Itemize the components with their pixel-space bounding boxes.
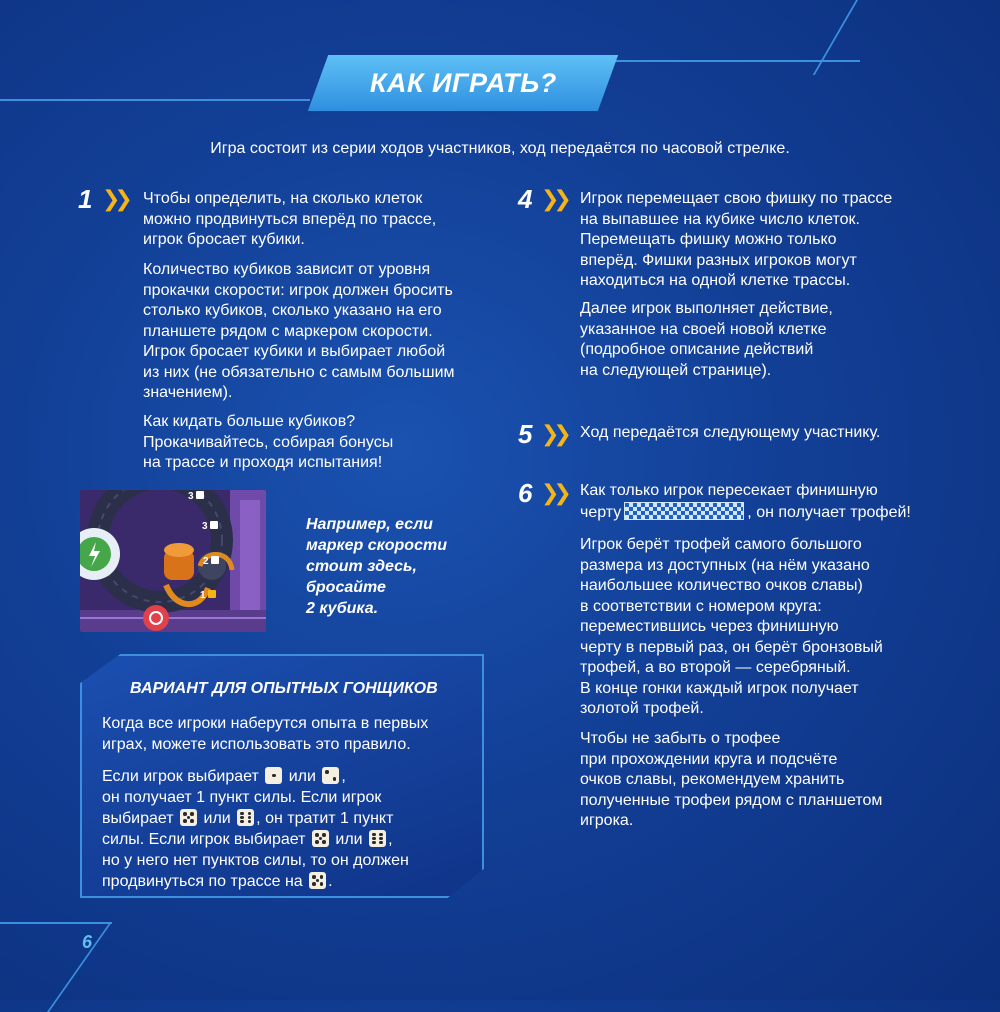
- die-two-icon: [322, 767, 339, 784]
- track-label-2: 2: [203, 556, 209, 567]
- variant-title: ВАРИАНТ ДЛЯ ОПЫТНЫХ ГОНЩИКОВ: [130, 680, 438, 697]
- die-six-icon: [237, 809, 254, 826]
- die-five-icon: [312, 830, 329, 847]
- footer-line: [0, 922, 112, 924]
- variant-paragraph-1: Когда все игроки наберутся опыта в первых играх, можете использовать это правило.: [102, 715, 429, 753]
- step-6-number: 6: [518, 478, 533, 508]
- page-title: КАК ИГРАТЬ?: [369, 67, 557, 98]
- die-six-icon: [369, 830, 386, 847]
- step-1-paragraph-1: Чтобы определить, на сколько клеток можно продвинуться вперёд по трассе, игрок бросает кубики.: [143, 190, 437, 248]
- die-one-icon: [265, 767, 282, 784]
- step-1-number: 1: [78, 184, 93, 214]
- illustration-caption: Например, если маркер скорости стоит здесь, бросайте 2 кубика.: [306, 516, 447, 617]
- step-4-chevron-icon: ❯❯: [541, 186, 566, 211]
- step-5-number: 5: [518, 419, 533, 449]
- page-number: 6: [82, 932, 93, 952]
- track-label-1: 1: [200, 590, 206, 601]
- step-1-chevron-icon: ❯❯: [102, 186, 127, 211]
- step-4-number: 4: [518, 184, 533, 214]
- step-1-paragraph-2: Количество кубиков зависит от уровня прокачки скорости: игрок должен бросить столько кубиков, сколько указано на его планшете рядом с маркером скорости. Игрок бросает кубики и выбирает любой из них (не обязательно с самым большим значением).: [143, 261, 455, 401]
- header-line-left: [0, 99, 310, 101]
- title-banner: [308, 55, 618, 111]
- intro-text: Игра состоит из серии ходов участников, ход передаётся по часовой стрелке.: [210, 140, 790, 157]
- step-4-paragraph-1: Игрок перемещает свою фишку по трассе на выпавшее на кубике число клеток. Перемещать фишку можно только вперёд. Фишки разных игроков могут находиться на одной клетке трассы.: [580, 190, 893, 289]
- step-6-paragraph-3: Чтобы не забыть о трофее при прохождении круга и подсчёте очков славы, рекомендуем хранить полученные трофеи рядом с планшетом игрока.: [580, 730, 883, 829]
- header-diagonal: [813, 0, 858, 75]
- finish-line-icon: [624, 502, 744, 520]
- step-6-paragraph-1: Как только игрок пересекает финишную черту , он получает трофей!: [580, 482, 911, 521]
- track-label-3: 3: [202, 521, 208, 532]
- step-5-text: Ход передаётся следующему участнику.: [580, 424, 881, 441]
- speed-track-illustration: [80, 490, 266, 632]
- step-6-paragraph-2: Игрок берёт трофей самого большого размера из доступных (на нём указано наибольшее количество очков славы) в соответствии с номером круга: переместившись через финишную черту в первый раз, он берёт бронзовый трофей, а во второй — серебряный. В конце гонки каждый игрок получает золотой трофей.: [580, 536, 883, 717]
- step-5-chevron-icon: ❯❯: [541, 421, 566, 446]
- die-five-icon: [180, 809, 197, 826]
- step-6-chevron-icon: ❯❯: [541, 480, 566, 505]
- footer-diagonal: [47, 922, 112, 1012]
- die-five-icon: [309, 872, 326, 889]
- variant-paragraph-2: Если игрок выбирает или , он получает 1 пункт силы. Если игрок выбирает или , он тратит 1 пункт силы. Если игрок выбирает или , но у него нет пунктов силы, то он должен продвинуться по трассе на .: [102, 768, 409, 890]
- step-1-paragraph-3: Как кидать больше кубиков? Прокачивайтесь, собирая бонусы на трассе и проходя испытания!: [143, 413, 394, 471]
- track-label-3-top: 3: [188, 491, 194, 502]
- step-4-paragraph-2: Далее игрок выполняет действие, указанное на своей новой клетке (подробное описание действий на следующей странице).: [580, 300, 833, 379]
